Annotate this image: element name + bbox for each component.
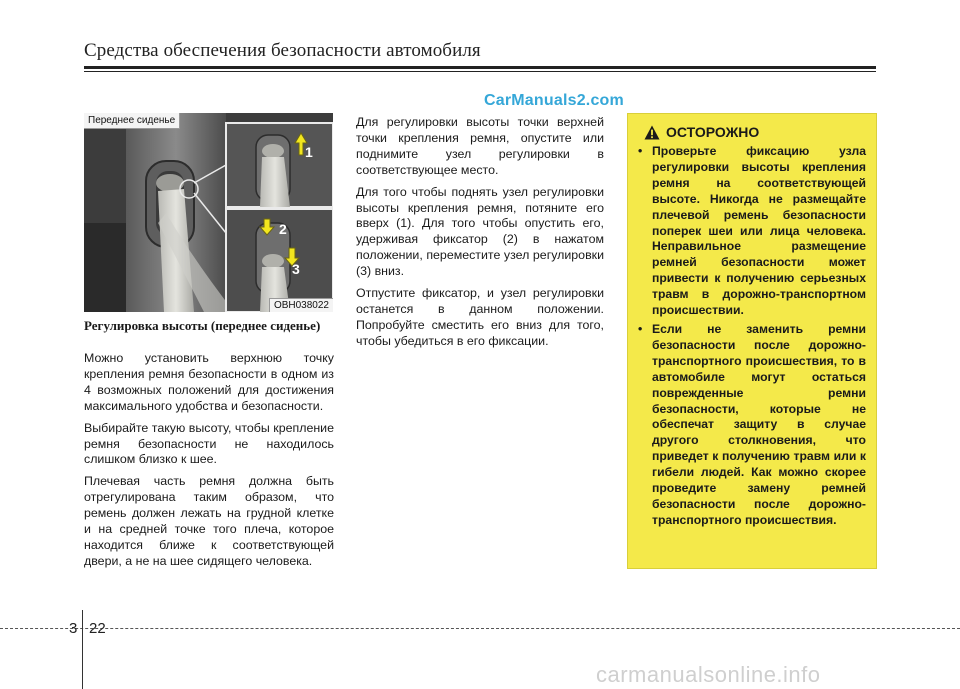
warning-item [638,144,866,319]
warning-item-text: Если не заменить ремни безопасности после дорожно-транспортного происшествия, то в автомобиле могут остаться поврежденные ремни безопасности, которые не обеспечат защиту в случае другого столкновения, что приведет к получению травм или к гибели людей. Как можно скорее проведите замену ремней безопасности после дорожно-транспортного происшествия. [652,321,866,527]
figure-label: Переднее сиденье [84,113,180,129]
warning-box [627,113,877,569]
middle-column-text [356,115,604,356]
seatbelt-photo [84,113,333,312]
callout-3: 3 [292,261,300,277]
callout-1: 1 [305,144,313,160]
warning-item [638,322,866,529]
warning-title: ОСТОРОЖНО [666,124,760,140]
warning-list [638,144,866,529]
watermark-top: CarManuals2.com [484,92,624,109]
left-paragraph: Плечевая часть ремня должна быть отрегулирована таким образом, что ремень должен лежать на грудной клетке и на средней точке того плеча, которое находится ближе к соответствующей двери, а не на шее сидящего человека. [84,474,334,568]
left-paragraph: Выбирайте такую высоту, чтобы крепление ремня безопасности не находилось слишком близко к шее. [84,420,334,467]
warning-item-text: Проверьте фиксацию узла регулировки высоты крепления ремня на соответствующей высоте. Никогда не размещайте плечевой ремень безопасности поперек шеи или лица человека. Неправильное размещение ремней безопасности может привести к получению серьезных травм в дорожно-транспортном происшествии. [652,144,866,318]
figure-code: OBH038022 [269,298,333,312]
bullet: • [638,321,643,336]
bullet: • [638,144,643,158]
header-rule-thin [84,71,876,72]
seatbelt-illustration [84,113,333,312]
page-header-title: Средства обеспечения безопасности автомобиля [84,40,481,61]
chapter-number: 3 [69,620,78,637]
left-paragraph: Можно установить верхнюю точку крепления ремня безопасности в одном из 4 возможных положений для достижения максимального удобства и безопасности. [84,351,334,413]
figure-caption: Регулировка высоты (переднее сиденье) [84,318,321,333]
footer-vertical-rule [82,610,83,689]
header-rule [84,66,876,69]
mid-paragraph: Отпустите фиксатор, и узел регулировки останется в данном положении. Попробуйте сместить его вниз для того, чтобы убедиться в его фиксации. [356,286,604,348]
watermark-bottom: carmanualsonline.info [596,662,821,687]
mid-paragraph: Для регулировки высоты точки верхней точки крепления ремня, опустите или поднимите узел регулировки в соответствующее место. [356,115,604,177]
mid-paragraph: Для того чтобы поднять узел регулировки высоты крепления ремня, потяните его вверх (1). Для того чтобы опустить его, удерживая фиксатор (2) в нажатом положении, переместите узел регулировки (3) вниз. [356,184,604,279]
callout-2: 2 [279,221,287,237]
warning-triangle-icon [644,125,660,140]
left-column-text [84,351,334,576]
footer-dashed-rule [0,628,960,629]
warning-header [644,124,866,140]
page-number: 22 [89,620,106,637]
